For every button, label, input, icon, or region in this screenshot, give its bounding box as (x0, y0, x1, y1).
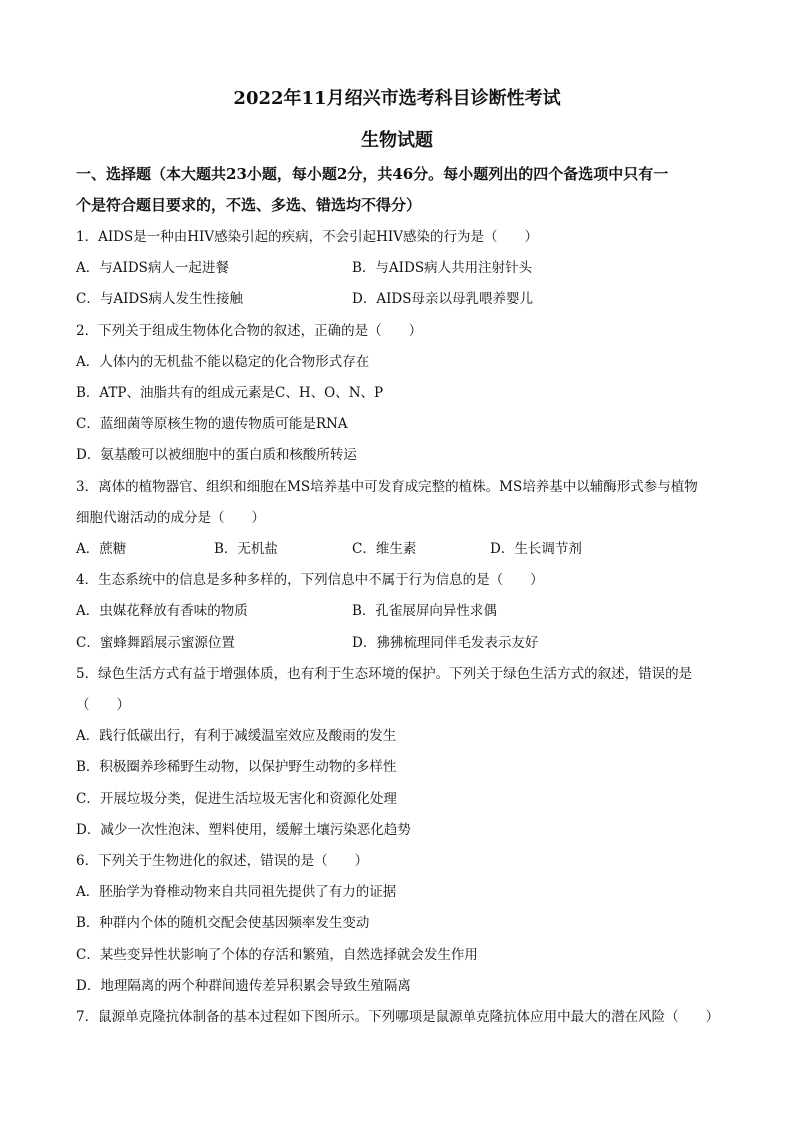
q6-option-b: B．种群内个体的随机交配会使基因频率发生变动 (76, 915, 370, 931)
q5-stem-line2: （ ） (76, 697, 130, 713)
q3-stem-line2: 细胞代谢活动的成分是（ ） (76, 510, 265, 526)
q5-option-d: D．减少一次性泡沫、塑料使用，缓解土壤污染恶化趋势 (76, 822, 411, 838)
q2-option-b: B．ATP、油脂共有的组成元素是C、H、O、N、P (76, 385, 384, 401)
q6-option-a: A．胚胎学为脊椎动物来自共同祖先提供了有力的证据 (76, 884, 397, 900)
q3-option-d: D．生长调节剂 (490, 541, 582, 557)
q4-option-a: A．虫媒花释放有香味的物质 (76, 603, 248, 619)
q5-option-b: B．积极圈养珍稀野生动物，以保护野生动物的多样性 (76, 759, 397, 775)
q4-option-d: D．狒狒梳理同伴毛发表示友好 (352, 635, 539, 651)
q4-option-c: C．蜜蜂舞蹈展示蜜源位置 (76, 635, 235, 651)
q1-option-b: B．与AIDS病人共用注射针头 (352, 260, 533, 276)
section-heading-line1: 一、选择题（本大题共23小题，每小题2分，共46分。每小题列出的四个备选项中只有一 (76, 165, 669, 183)
q2-option-d: D．氨基酸可以被细胞中的蛋白质和核酸所转运 (76, 447, 357, 463)
q1-option-d: D．AIDS母亲以母乳喂养婴儿 (352, 291, 533, 307)
q3-option-c: C．维生素 (352, 541, 417, 557)
q4-stem: 4．生态系统中的信息是多种多样的，下列信息中不属于行为信息的是（ ） (76, 572, 544, 588)
exam-title: 2022年11月绍兴市选考科目诊断性考试 (233, 88, 561, 109)
q2-option-c: C．蓝细菌等原核生物的遗传物质可能是RNA (76, 416, 348, 432)
q5-option-a: A．践行低碳出行，有利于减缓温室效应及酸雨的发生 (76, 728, 397, 744)
q1-option-c: C．与AIDS病人发生性接触 (76, 291, 243, 307)
q6-option-c: C．某些变异性状影响了个体的存活和繁殖，自然选择就会发生作用 (76, 947, 478, 963)
q7-stem: 7．鼠源单克隆抗体制备的基本过程如下图所示。下列哪项是鼠源单克隆抗体应用中最大的潜在风险（ ） (76, 1009, 720, 1025)
q2-option-a: A．人体内的无机盐不能以稳定的化合物形式存在 (76, 354, 370, 370)
section-heading-line2: 个是符合题目要求的，不选、多选、错选均不得分） (76, 196, 422, 214)
q3-stem-line1: 3．离体的植物器官、组织和细胞在MS培养基中可发育成完整的植株。MS培养基中以辅酶形式参与植物 (76, 479, 698, 495)
q6-option-d: D．地理隔离的两个种群间遗传差异积累会导致生殖隔离 (76, 978, 411, 994)
q3-option-a: A．蔗糖 (76, 541, 127, 557)
q5-option-c: C．开展垃圾分类，促进生活垃圾无害化和资源化处理 (76, 791, 397, 807)
q4-option-b: B．孔雀展屏向异性求偶 (352, 603, 497, 619)
q5-stem-line1: 5．绿色生活方式有益于增强体质，也有利于生态环境的保护。下列关于绿色生活方式的叙述，错误的是 (76, 666, 693, 682)
q1-option-a: A．与AIDS病人一起进餐 (76, 260, 229, 276)
q3-option-b: B．无机盐 (214, 541, 278, 557)
q1-stem: 1．AIDS是一种由HIV感染引起的疾病，不会引起HIV感染的行为是（ ） (76, 229, 538, 245)
exam-subtitle: 生物试题 (361, 130, 433, 151)
q6-stem: 6．下列关于生物进化的叙述，错误的是（ ） (76, 853, 369, 869)
q2-stem: 2．下列关于组成生物体化合物的叙述，正确的是（ ） (76, 323, 423, 339)
